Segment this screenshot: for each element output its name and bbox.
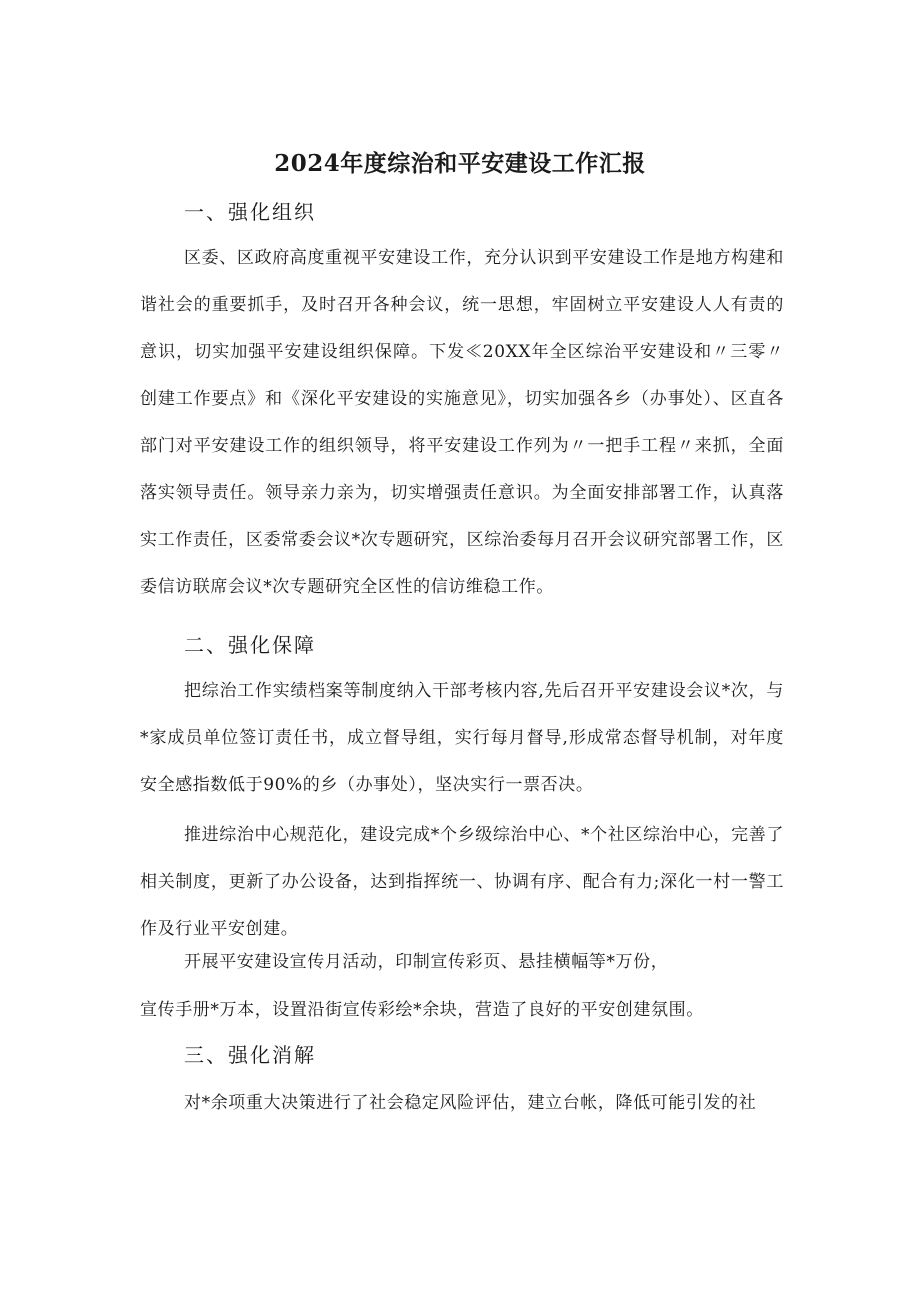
section-3-paragraph-1: 对*余项重大决策进行了社会稳定风险评估，建立台帐，降低可能引发的社 — [184, 1093, 757, 1113]
section-heading-1: 一、强化组织 — [184, 200, 316, 224]
section-2-paragraph-1: 把综治工作实绩档案等制度纳入干部考核内容,先后召开平安建设会议*次，与*家成员单位签订责任书，成立督导组，实行每月督导,形成常态督导机制，对年度安全感指数低于90%的乡（办事处），坚决实行一票否决。 — [140, 681, 784, 795]
section-2-paragraph-2: 推进综治中心规范化，建设完成*个乡级综治中心、*个社区综治中心，完善了相关制度，更新了办公设备，达到指挥统一、协调有序、配合有力;深化一村一警工作及行业平安创建。 — [140, 825, 784, 939]
section-2-line-1: 开展平安建设宣传月活动，印制宣传彩页、悬挂横幅等*万份， — [184, 952, 669, 972]
section-2-line-2: 宣传手册*万本，设置沿街宣传彩绘*余块，营造了良好的平安创建氛围。 — [140, 1000, 704, 1020]
section-1-paragraph-1: 区委、区政府高度重视平安建设工作，充分认识到平安建设工作是地方构建和谐社会的重要抓手，及时召开各种会议，统一思想，牢固树立平安建设人人有责的意识，切实加强平安建设组织保障。下发≪20XX年全区综治平安建设和〃三零〃创建工作要点》和《深化平安建设的实施意见》，切实加强各乡（办事处）、区直各部门对平安建设工作的组织领导，将平安建设工作列为〃一把手工程〃来抓，全面落实领导责任。领导亲力亲为，切实增强责任意识。为全面安排部署工作，认真落实工作责任，区委常委会议*次专题研究，区综治委每月召开会议研究部署工作，区委信访联席会议*次专题研究全区性的信访维稳工作。 — [140, 248, 784, 597]
section-heading-3: 三、强化消解 — [184, 1043, 316, 1067]
document-title: 2024年度综治和平安建设工作汇报 — [274, 150, 646, 177]
section-heading-2: 二、强化保障 — [184, 633, 316, 657]
